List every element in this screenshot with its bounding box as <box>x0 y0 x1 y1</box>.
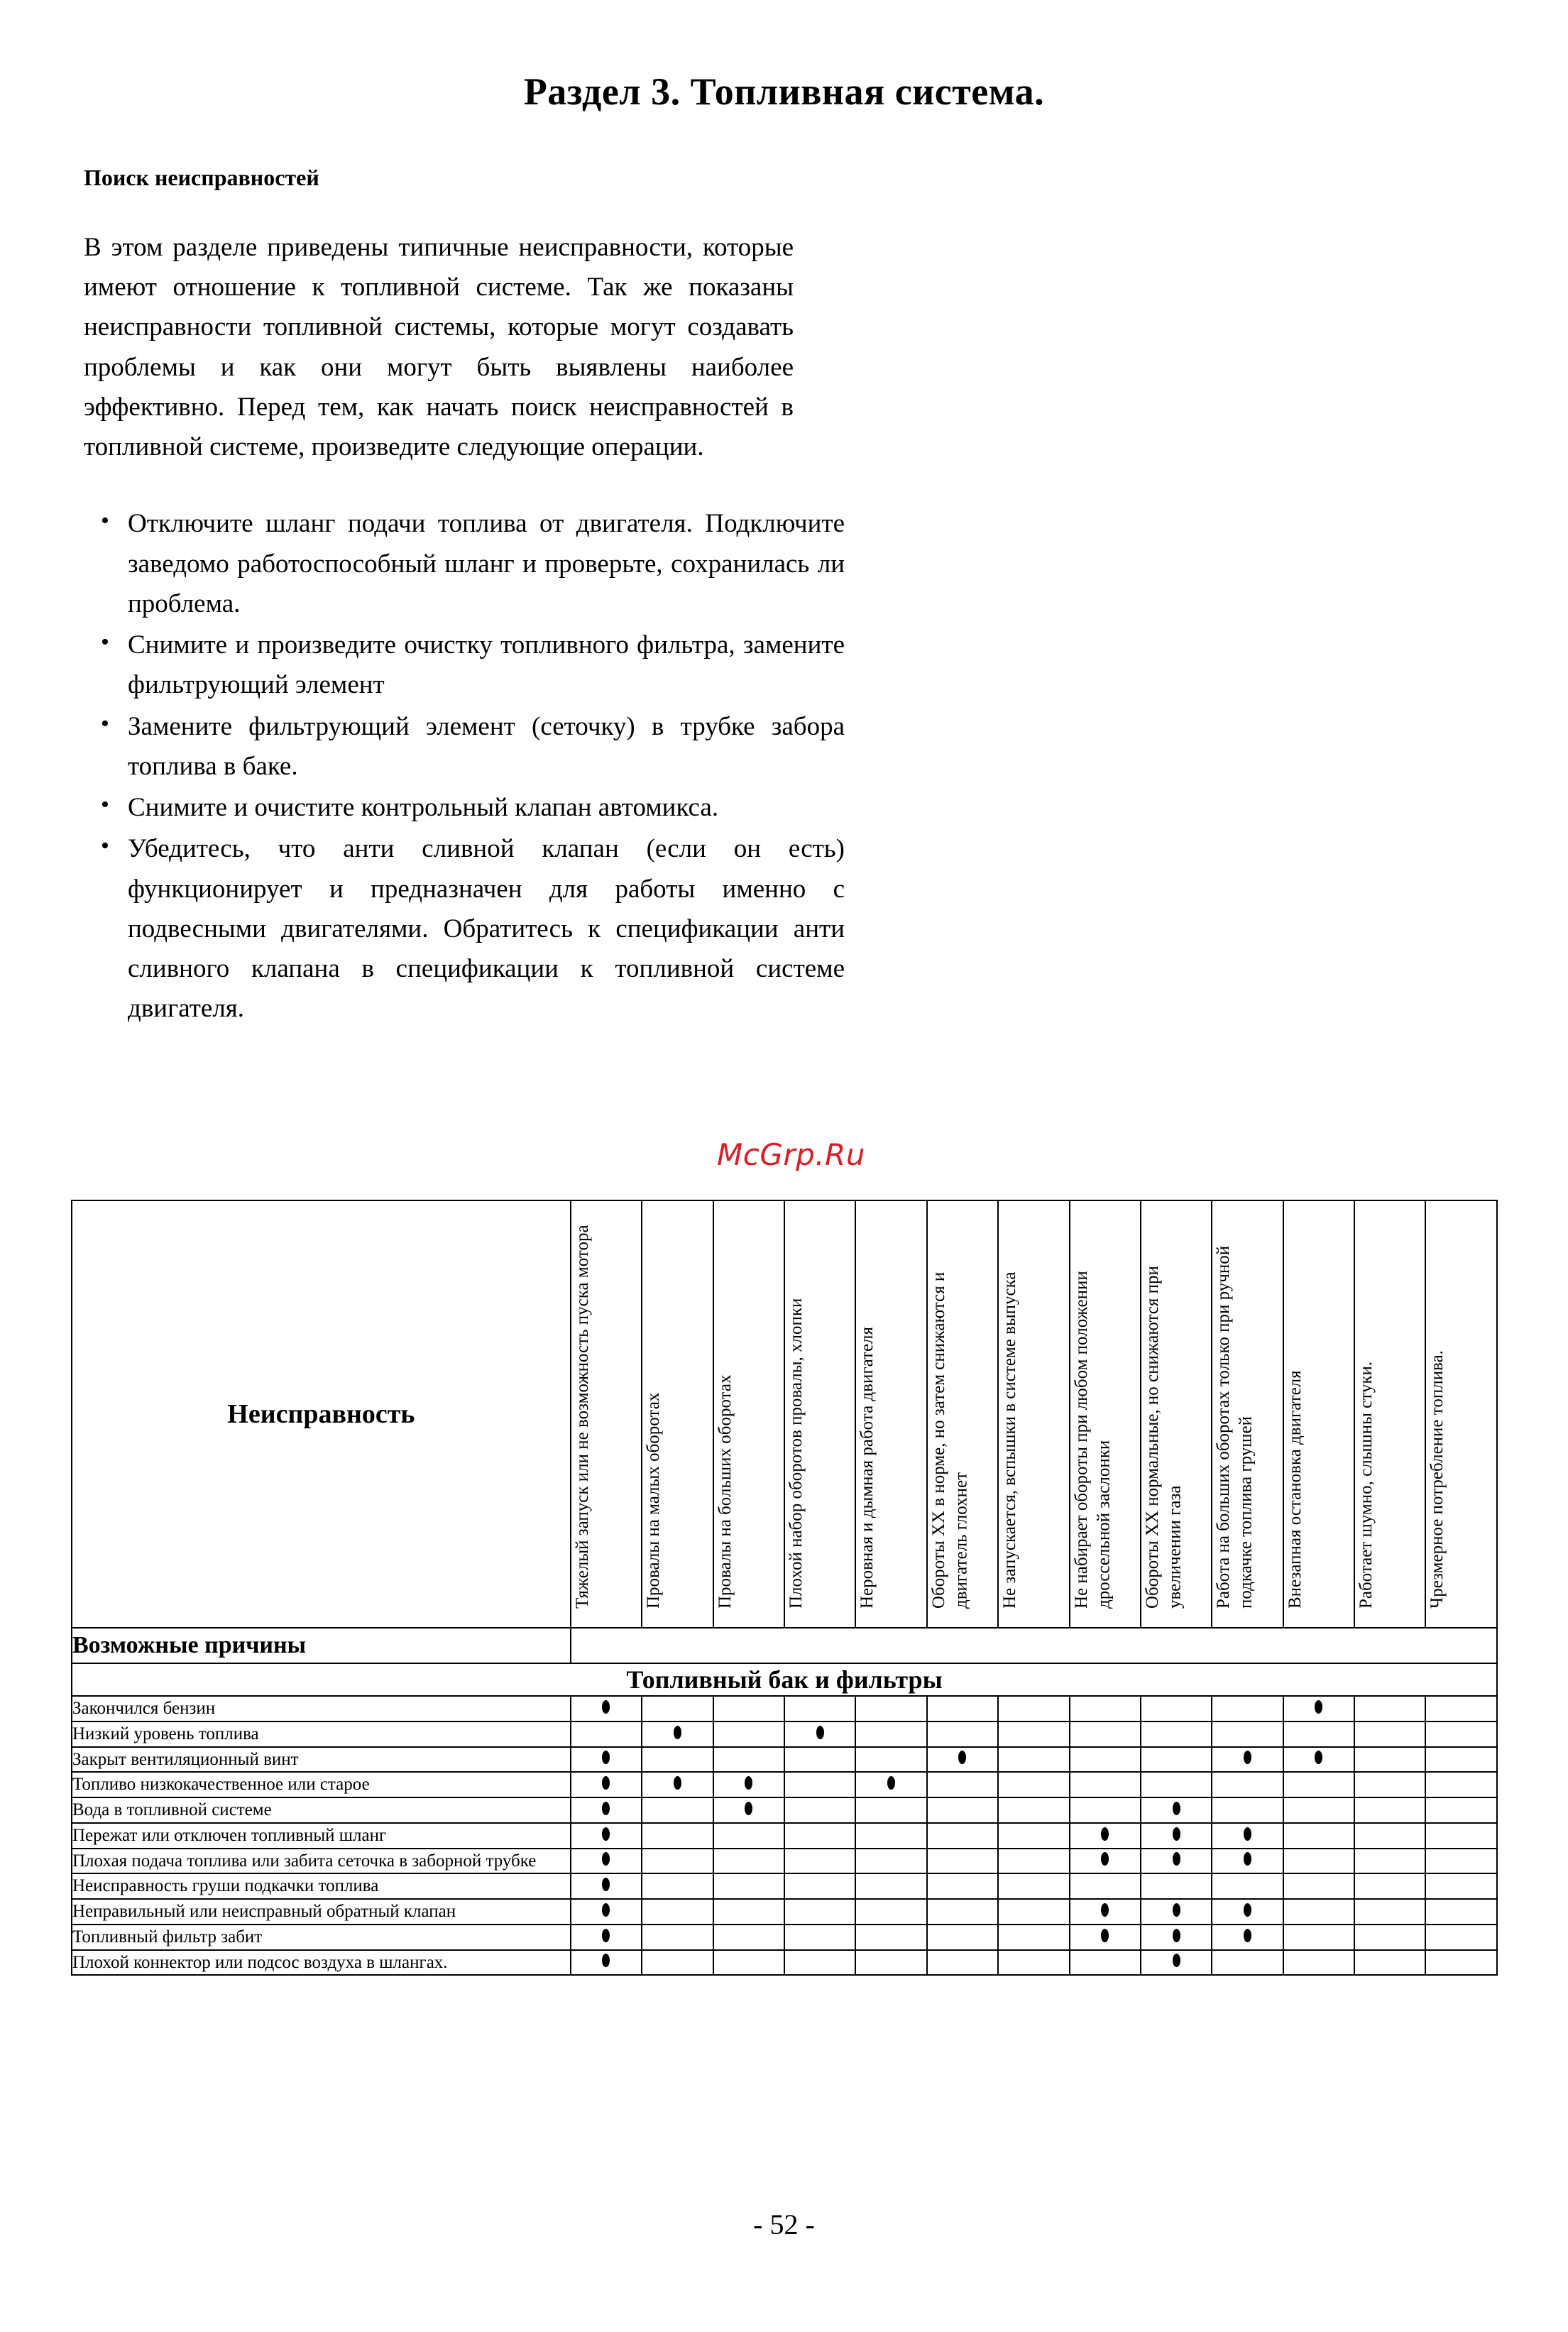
mark-cell <box>1070 1696 1141 1721</box>
mark-cell <box>998 1899 1069 1925</box>
mark-cell <box>998 1772 1069 1797</box>
mark-cell <box>927 1797 998 1823</box>
column-header-symptom-12 <box>1354 1200 1425 1628</box>
mark-cell <box>1283 1849 1354 1874</box>
column-header-symptom-9 <box>1141 1200 1212 1628</box>
mark-cell <box>1070 1899 1141 1925</box>
mark-cell <box>571 1823 642 1849</box>
mark-cell <box>713 1899 784 1925</box>
mark-cell <box>927 1721 998 1747</box>
troubleshooting-table <box>71 1200 1498 1976</box>
bullet-mark-icon <box>602 1776 610 1790</box>
column-header-fault: Неисправность <box>72 1200 571 1628</box>
column-header-symptom-5 <box>855 1200 926 1628</box>
bullet-mark-icon <box>958 1751 966 1764</box>
mark-cell <box>642 1925 713 1950</box>
mark-cell <box>713 1925 784 1950</box>
mark-cell <box>1212 1797 1283 1823</box>
column-header-label: Провалы на больших оборотах <box>715 1374 735 1609</box>
bullet-mark-icon <box>602 1802 610 1815</box>
mark-cell <box>1354 1797 1425 1823</box>
mark-cell <box>1354 1873 1425 1899</box>
bullet-mark-icon <box>745 1776 752 1790</box>
possible-causes-blank <box>571 1628 1497 1663</box>
document-body <box>0 165 1568 1029</box>
bullet-mark-icon <box>602 1929 610 1942</box>
mark-cell <box>1141 1899 1212 1925</box>
mark-cell <box>784 1721 855 1747</box>
mark-cell <box>1425 1823 1497 1849</box>
mark-cell <box>927 1747 998 1773</box>
mark-cell <box>927 1925 998 1950</box>
column-header-label: Чрезмерное потребление топлива. <box>1427 1350 1447 1609</box>
mark-cell <box>713 1721 784 1747</box>
column-header-symptom-6 <box>927 1200 998 1628</box>
mark-cell <box>855 1849 926 1874</box>
mark-cell <box>1212 1823 1283 1849</box>
mark-cell <box>1070 1925 1141 1950</box>
bullet-mark-icon <box>602 1751 610 1764</box>
mark-cell <box>571 1721 642 1747</box>
mark-cell <box>642 1873 713 1899</box>
possible-causes-label: Возможные причины <box>72 1628 571 1663</box>
mark-cell <box>713 1823 784 1849</box>
row-label: Неисправность груши подкачки топлива <box>72 1873 571 1899</box>
mark-cell <box>1141 1849 1212 1874</box>
bullet-mark-icon <box>816 1726 824 1739</box>
bullet-mark-icon <box>1173 1929 1180 1942</box>
row-label: Закончился бензин <box>72 1696 571 1721</box>
section-title-row <box>72 1663 1497 1696</box>
mark-cell <box>927 1849 998 1874</box>
mark-cell <box>1212 1925 1283 1950</box>
bullet-mark-icon <box>602 1903 610 1917</box>
section-title: Топливный бак и фильтры <box>72 1663 1497 1696</box>
row-label: Топливо низкокачественное или старое <box>72 1772 571 1797</box>
mark-cell <box>1354 1721 1425 1747</box>
table-row <box>72 1823 1497 1849</box>
bullet-mark-icon <box>1101 1827 1109 1841</box>
mark-cell <box>1070 1873 1141 1899</box>
mark-cell <box>1283 1873 1354 1899</box>
preparation-steps-list <box>84 504 845 1029</box>
mark-cell <box>998 1873 1069 1899</box>
mark-cell <box>571 1849 642 1874</box>
row-label: Плохой коннектор или подсос воздуха в шлангах. <box>72 1950 571 1976</box>
table-row <box>72 1772 1497 1797</box>
bullet-mark-icon <box>602 1700 610 1714</box>
mark-cell <box>1212 1849 1283 1874</box>
mark-cell <box>642 1721 713 1747</box>
table-row <box>72 1899 1497 1925</box>
bullet-mark-icon <box>602 1878 610 1891</box>
mark-cell <box>713 1950 784 1976</box>
mark-cell <box>1283 1950 1354 1976</box>
bullet-mark-icon <box>1244 1903 1251 1917</box>
mark-cell <box>1283 1772 1354 1797</box>
mark-cell <box>855 1747 926 1773</box>
mark-cell <box>1425 1696 1497 1721</box>
column-header-symptom-4 <box>784 1200 855 1628</box>
bullet-mark-icon <box>674 1776 681 1790</box>
mark-cell <box>784 1899 855 1925</box>
column-header-label: Обороты ХХ в норме, но затем снижаются и двигатель глохнет <box>928 1271 970 1609</box>
mark-cell <box>1212 1873 1283 1899</box>
bullet-mark-icon <box>1244 1929 1251 1942</box>
bullet-mark-icon <box>1173 1852 1180 1866</box>
table-row <box>72 1950 1497 1976</box>
mark-cell <box>1070 1823 1141 1849</box>
mark-cell <box>1070 1849 1141 1874</box>
mark-cell <box>642 1797 713 1823</box>
bullet-mark-icon <box>1173 1903 1180 1917</box>
mark-cell <box>1141 1721 1212 1747</box>
mark-cell <box>1212 1721 1283 1747</box>
column-header-symptom-3 <box>713 1200 784 1628</box>
column-header-label: Не запускается, вспышки в системе выпуска <box>1000 1271 1020 1609</box>
mark-cell <box>927 1696 998 1721</box>
mark-cell <box>855 1797 926 1823</box>
mark-cell <box>571 1747 642 1773</box>
mark-cell <box>998 1747 1069 1773</box>
mark-cell <box>784 1747 855 1773</box>
mark-cell <box>1354 1925 1425 1950</box>
mark-cell <box>927 1772 998 1797</box>
list-item: • Снимите и произведите очистку топливного фильтра, замените фильтрующий элемент <box>128 625 845 705</box>
bullet-mark-icon <box>1173 1827 1180 1841</box>
mark-cell <box>571 1772 642 1797</box>
table-row <box>72 1925 1497 1950</box>
column-header-label: Плохой набор оборотов провалы, хлопки <box>786 1298 806 1609</box>
bullet-mark-icon <box>1101 1852 1109 1866</box>
column-header-label: Внезапная остановка двигателя <box>1285 1370 1305 1609</box>
table-row <box>72 1747 1497 1773</box>
mark-cell <box>1141 1950 1212 1976</box>
mark-cell <box>1141 1823 1212 1849</box>
mark-cell <box>1354 1747 1425 1773</box>
mark-cell <box>1354 1823 1425 1849</box>
mark-cell <box>998 1849 1069 1874</box>
mark-cell <box>1354 1899 1425 1925</box>
mark-cell <box>784 1925 855 1950</box>
intro-paragraph: В этом разделе приведены типичные неисправности, которые имеют отношение к топливной системе. Так же показаны неисправности топливной системы, которые могут создавать проблемы и как они могут быть выявлены наиболее эффективно. Перед тем, как начать поиск неисправностей в топливной системе, произведите следующие операции. <box>84 233 794 462</box>
table-row <box>72 1696 1497 1721</box>
mark-cell <box>998 1721 1069 1747</box>
mark-cell <box>713 1696 784 1721</box>
mark-cell <box>642 1823 713 1849</box>
column-header-label: Работает шумно, слышны стуки. <box>1356 1361 1376 1609</box>
column-header-symptom-8 <box>1070 1200 1141 1628</box>
mark-cell <box>1212 1747 1283 1773</box>
column-header-symptom-10 <box>1212 1200 1283 1628</box>
mark-cell <box>1141 1696 1212 1721</box>
mark-cell <box>998 1696 1069 1721</box>
mark-cell <box>998 1797 1069 1823</box>
mark-cell <box>571 1950 642 1976</box>
mark-cell <box>1141 1747 1212 1773</box>
mark-cell <box>571 1899 642 1925</box>
mark-cell <box>855 1899 926 1925</box>
table-row <box>72 1721 1497 1747</box>
mark-cell <box>713 1797 784 1823</box>
list-item: • Убедитесь, что анти сливной клапан (если он есть) функционирует и предназначен для работы именно с подвесными двигателями. Обратитесь к спецификации анти сливного клапана в спецификации к топливной системе двигателя. <box>128 829 845 1029</box>
watermark: McGrp.Ru <box>717 1137 865 1172</box>
table-row <box>72 1797 1497 1823</box>
mark-cell <box>1212 1899 1283 1925</box>
mark-cell <box>1141 1925 1212 1950</box>
list-item: • Отключите шланг подачи топлива от двигателя. Подключите заведомо работоспособный шланг и проверьте, сохранилась ли проблема. <box>128 504 845 624</box>
column-header-symptom-7 <box>998 1200 1069 1628</box>
mark-cell <box>784 1849 855 1874</box>
bullet-mark-icon <box>674 1726 681 1739</box>
column-header-symptom-11 <box>1283 1200 1354 1628</box>
section-subheading: Поиск неисправностей <box>84 165 319 190</box>
mark-cell <box>1212 1950 1283 1976</box>
row-label: Неправильный или неисправный обратный клапан <box>72 1899 571 1925</box>
bullet-mark-icon <box>602 1954 610 1967</box>
row-label: Низкий уровень топлива <box>72 1721 571 1747</box>
bullet-mark-icon <box>1244 1751 1251 1764</box>
mark-cell <box>784 1797 855 1823</box>
mark-cell <box>642 1696 713 1721</box>
column-header-label: Работа на больших оборотах только при ручной подкачке топлива грушей <box>1214 1245 1256 1609</box>
mark-cell <box>713 1873 784 1899</box>
bullet-mark-icon <box>1101 1903 1109 1917</box>
mark-cell <box>1283 1696 1354 1721</box>
mark-cell <box>1425 1873 1497 1899</box>
mark-cell <box>1425 1747 1497 1773</box>
column-header-symptom-2 <box>642 1200 713 1628</box>
mark-cell <box>784 1873 855 1899</box>
mark-cell <box>855 1925 926 1950</box>
mark-cell <box>1425 1849 1497 1874</box>
row-label: Топливный фильтр забит <box>72 1925 571 1950</box>
column-header-label: Провалы на малых оборотах <box>644 1392 664 1609</box>
mark-cell <box>1283 1797 1354 1823</box>
mark-cell <box>1425 1899 1497 1925</box>
column-header-label: Не набирает обороты при любом положении дроссельной заслонки <box>1071 1271 1113 1609</box>
mark-cell <box>713 1772 784 1797</box>
bullet-mark-icon <box>1244 1827 1251 1841</box>
mark-cell <box>784 1823 855 1849</box>
page-number: - 52 - <box>753 2208 815 2240</box>
mark-cell <box>1141 1797 1212 1823</box>
mark-cell <box>713 1747 784 1773</box>
mark-cell <box>927 1899 998 1925</box>
mark-cell <box>1283 1747 1354 1773</box>
mark-cell <box>571 1925 642 1950</box>
mark-cell <box>855 1823 926 1849</box>
mark-cell <box>1070 1772 1141 1797</box>
row-label: Плохая подача топлива или забита сеточка в заборной трубке <box>72 1849 571 1874</box>
column-header-symptom-13 <box>1425 1200 1497 1628</box>
mark-cell <box>998 1925 1069 1950</box>
bullet-mark-icon <box>745 1802 752 1815</box>
mark-cell <box>1283 1925 1354 1950</box>
bullet-mark-icon <box>602 1827 610 1841</box>
mark-cell <box>571 1797 642 1823</box>
bullet-mark-icon <box>1173 1954 1180 1967</box>
possible-causes-row <box>72 1628 1497 1663</box>
table-row <box>72 1873 1497 1899</box>
mark-cell <box>1070 1950 1141 1976</box>
mark-cell <box>855 1873 926 1899</box>
mark-cell <box>1070 1721 1141 1747</box>
bullet-mark-icon <box>1173 1802 1180 1815</box>
bullet-mark-icon <box>602 1852 610 1866</box>
mark-cell <box>855 1721 926 1747</box>
bullet-mark-icon <box>1244 1852 1251 1866</box>
mark-cell <box>1354 1696 1425 1721</box>
bullet-mark-icon <box>1315 1700 1322 1714</box>
mark-cell <box>855 1696 926 1721</box>
page-title: Раздел 3. Топливная система. <box>523 70 1045 113</box>
mark-cell <box>927 1873 998 1899</box>
mark-cell <box>642 1747 713 1773</box>
list-item: • Снимите и очистите контрольный клапан автомикса. <box>128 788 845 828</box>
mark-cell <box>1283 1899 1354 1925</box>
mark-cell <box>571 1696 642 1721</box>
bullet-mark-icon <box>1315 1751 1322 1764</box>
mark-cell <box>784 1696 855 1721</box>
mark-cell <box>855 1772 926 1797</box>
mark-cell <box>642 1772 713 1797</box>
mark-cell <box>571 1873 642 1899</box>
mark-cell <box>642 1950 713 1976</box>
mark-cell <box>1425 1925 1497 1950</box>
row-label: Закрыт вентиляционный винт <box>72 1747 571 1773</box>
mark-cell <box>713 1849 784 1874</box>
mark-cell <box>1354 1772 1425 1797</box>
mark-cell <box>784 1772 855 1797</box>
column-header-label: Тяжелый запуск или не возможность пуска мотора <box>572 1225 592 1609</box>
mark-cell <box>1141 1873 1212 1899</box>
mark-cell <box>1141 1772 1212 1797</box>
table-row <box>72 1849 1497 1874</box>
bullet-mark-icon <box>887 1776 895 1790</box>
bullet-mark-icon <box>1101 1929 1109 1942</box>
column-header-symptom-1 <box>571 1200 642 1628</box>
mark-cell <box>1425 1950 1497 1976</box>
mark-cell <box>1070 1747 1141 1773</box>
mark-cell <box>855 1950 926 1976</box>
mark-cell <box>998 1823 1069 1849</box>
mark-cell <box>1425 1772 1497 1797</box>
row-label: Вода в топливной системе <box>72 1797 571 1823</box>
mark-cell <box>642 1899 713 1925</box>
column-header-label: Неровная и дымная работа двигателя <box>857 1326 877 1609</box>
mark-cell <box>1354 1950 1425 1976</box>
mark-cell <box>1283 1823 1354 1849</box>
mark-cell <box>1212 1772 1283 1797</box>
table-header-row <box>72 1200 1497 1628</box>
mark-cell <box>927 1950 998 1976</box>
list-item: • Замените фильтрующий элемент (сеточку) в трубке забора топлива в баке. <box>128 707 845 787</box>
mark-cell <box>1354 1849 1425 1874</box>
mark-cell <box>1212 1696 1283 1721</box>
mark-cell <box>1070 1797 1141 1823</box>
mark-cell <box>998 1950 1069 1976</box>
mark-cell <box>784 1950 855 1976</box>
column-header-label: Обороты ХХ нормальные, но снижаются при увеличении газа <box>1142 1266 1185 1609</box>
mark-cell <box>642 1849 713 1874</box>
mark-cell <box>1283 1721 1354 1747</box>
mark-cell <box>1425 1721 1497 1747</box>
mark-cell <box>927 1823 998 1849</box>
mark-cell <box>1425 1797 1497 1823</box>
row-label: Пережат или отключен топливный шланг <box>72 1823 571 1849</box>
